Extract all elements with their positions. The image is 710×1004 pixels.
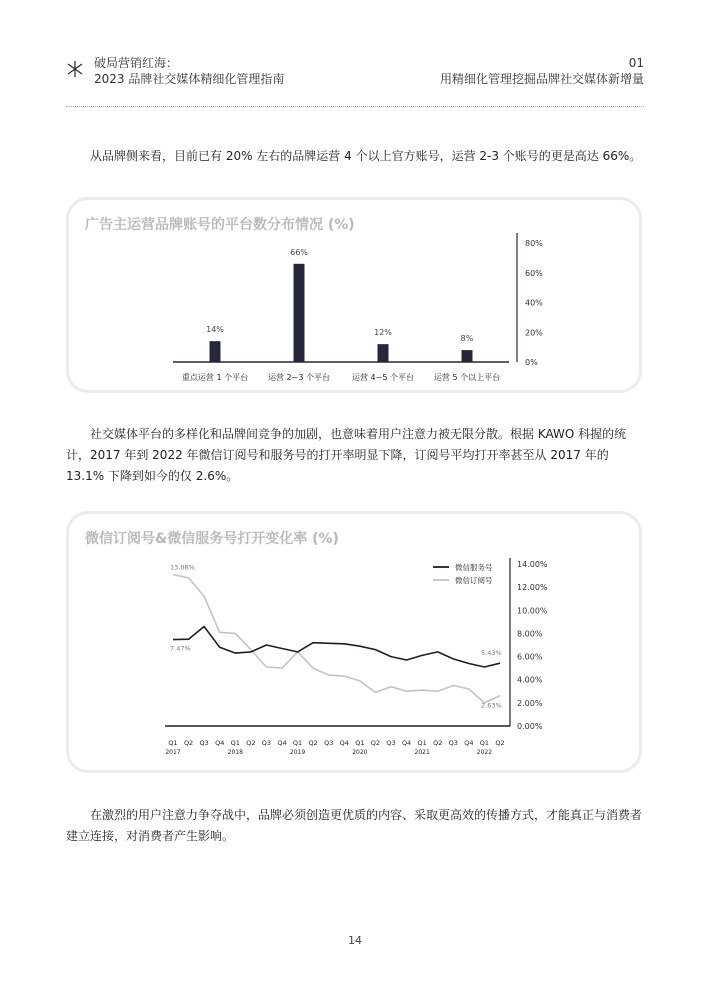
line-chart-ytick-label: 4.00% — [517, 675, 543, 685]
line-chart-xtick-label: Q2 — [183, 739, 194, 747]
bar-chart-data-label: 66% — [290, 247, 308, 257]
document-title-line2: 2023 品牌社交媒体精细化管理指南 — [94, 72, 285, 86]
bar-chart-category-label: 运营 2~3 个平台 — [268, 373, 330, 382]
bar-chart-card — [66, 197, 642, 393]
line-chart-xtick-label: Q3 — [448, 739, 458, 747]
page-number: 14 — [348, 934, 362, 947]
bar-chart-bar — [462, 350, 473, 362]
line-chart-xtick-label: Q1 — [417, 739, 427, 747]
line-chart-ytick-label: 14.00% — [517, 560, 548, 569]
line-chart-xtick-label: Q1 — [168, 739, 178, 747]
line-chart-annotation: 7.47% — [170, 644, 191, 653]
line-chart-ytick-label: 10.00% — [517, 606, 548, 616]
line-chart-title: 微信订阅号&微信服务号打开变化率 (%) — [85, 531, 339, 547]
bar-chart-ytick-label: 0% — [525, 358, 538, 367]
line-chart-ytick-label: 0.00% — [517, 722, 543, 731]
bar-chart-category-label: 运营 4~5 个平台 — [352, 373, 414, 382]
line-chart-xtick-label: Q2 — [370, 739, 381, 747]
chapter-number: 01 — [628, 56, 644, 70]
line-chart-xtick-label: Q4 — [401, 739, 412, 747]
line-chart-xtick-label: Q4 — [464, 739, 474, 747]
line-chart-year-label: 2018 — [227, 749, 243, 756]
line-chart-xtick-label: Q1 — [230, 739, 240, 747]
line-chart-xtick-label: Q2 — [495, 739, 505, 747]
line-chart-annotation: 2.63% — [481, 701, 502, 710]
paragraph-1: 从品牌侧来看，目前已有 20% 左右的品牌运营 4 个以上官方账号，运营 2-3 个账号的更是高达 66%。 — [90, 149, 642, 163]
line-chart-ytick-label: 6.00% — [517, 652, 543, 662]
line-chart-ytick-label: 12.00% — [517, 583, 548, 593]
line-chart-xtick-label: Q3 — [386, 739, 396, 747]
line-chart-year-label: 2020 — [352, 749, 368, 756]
legend-label: 微信服务号 — [455, 563, 493, 572]
bar-chart-title: 广告主运营品牌账号的平台数分布情况 (%) — [85, 217, 355, 233]
line-chart-xtick-label: Q1 — [292, 739, 303, 747]
bar-chart-data-label: 12% — [374, 328, 392, 338]
line-chart-annotation: 13.08% — [170, 563, 195, 572]
subscription-account-line — [173, 575, 500, 703]
legend-label: 微信订阅号 — [455, 576, 493, 585]
chapter-title: 用精细化管理挖掘品牌社交媒体新增量 — [439, 72, 644, 86]
paragraph-2: 社交媒体平台的多样化和品牌间竞争的加剧，也意味着用户注意力被无限分散。根据 KAWO 科握的统计，2017 年到 2022 年微信订阅号和服务号的打开率明显下降，订阅号平均打开率甚至从 2017 年的 13.1% 下降到如今的仅 2.6%。 — [66, 427, 627, 483]
bar-chart-data-label: 8% — [460, 334, 474, 344]
chapter-heading — [440, 55, 644, 87]
asterisk-logo-icon — [66, 60, 84, 78]
paragraph-3: 在激烈的用户注意力争夺战中，品牌必须创造更优质的内容、采取更高效的传播方式，才能真正与消费者建立连接，对消费者产生影响。 — [66, 808, 643, 843]
line-chart-xtick-label: Q4 — [277, 739, 287, 747]
line-chart-xtick-label: Q2 — [308, 739, 318, 747]
line-chart-xtick-label: Q3 — [199, 739, 209, 747]
header-divider — [66, 106, 644, 107]
line-chart-xtick-label: Q3 — [261, 739, 272, 747]
bar-chart-ytick-label: 20% — [525, 328, 543, 338]
page-header — [0, 0, 710, 110]
bar-chart-bar — [210, 341, 221, 362]
line-chart-card — [66, 511, 642, 773]
line-chart-year-label: 2017 — [165, 749, 181, 756]
bar-chart-ytick-label: 80% — [525, 239, 543, 248]
line-chart-xtick-label: Q1 — [479, 739, 490, 747]
line-chart-year-label: 2021 — [414, 749, 430, 756]
document-title-line1: 破局营销红海： — [94, 56, 179, 70]
line-chart — [69, 514, 639, 770]
line-chart-xtick-label: Q3 — [324, 739, 334, 747]
line-chart-ytick-label: 8.00% — [517, 629, 543, 639]
line-chart-xtick-label: Q4 — [339, 739, 349, 747]
bar-chart-bar — [378, 344, 389, 362]
line-chart-xtick-label: Q4 — [215, 739, 225, 747]
line-chart-ytick-label: 2.00% — [517, 698, 543, 708]
bar-chart-ytick-label: 40% — [525, 298, 543, 308]
line-chart-annotation: 5.43% — [481, 649, 502, 658]
bar-chart-category-label: 运营 5 个以上平台 — [433, 373, 501, 382]
line-chart-year-label: 2019 — [289, 749, 306, 756]
bar-chart-ytick-label: 60% — [525, 268, 543, 278]
bar-chart-bar — [294, 264, 305, 362]
line-chart-xtick-label: Q2 — [246, 739, 256, 747]
bar-chart-category-label: 重点运营 1 个平台 — [181, 373, 249, 382]
line-chart-xtick-label: Q2 — [433, 739, 443, 747]
line-chart-xtick-label: Q1 — [355, 739, 365, 747]
bar-chart — [69, 200, 639, 390]
bar-chart-data-label: 14% — [206, 325, 224, 335]
document-title — [94, 55, 284, 87]
line-chart-year-label: 2022 — [476, 749, 493, 756]
